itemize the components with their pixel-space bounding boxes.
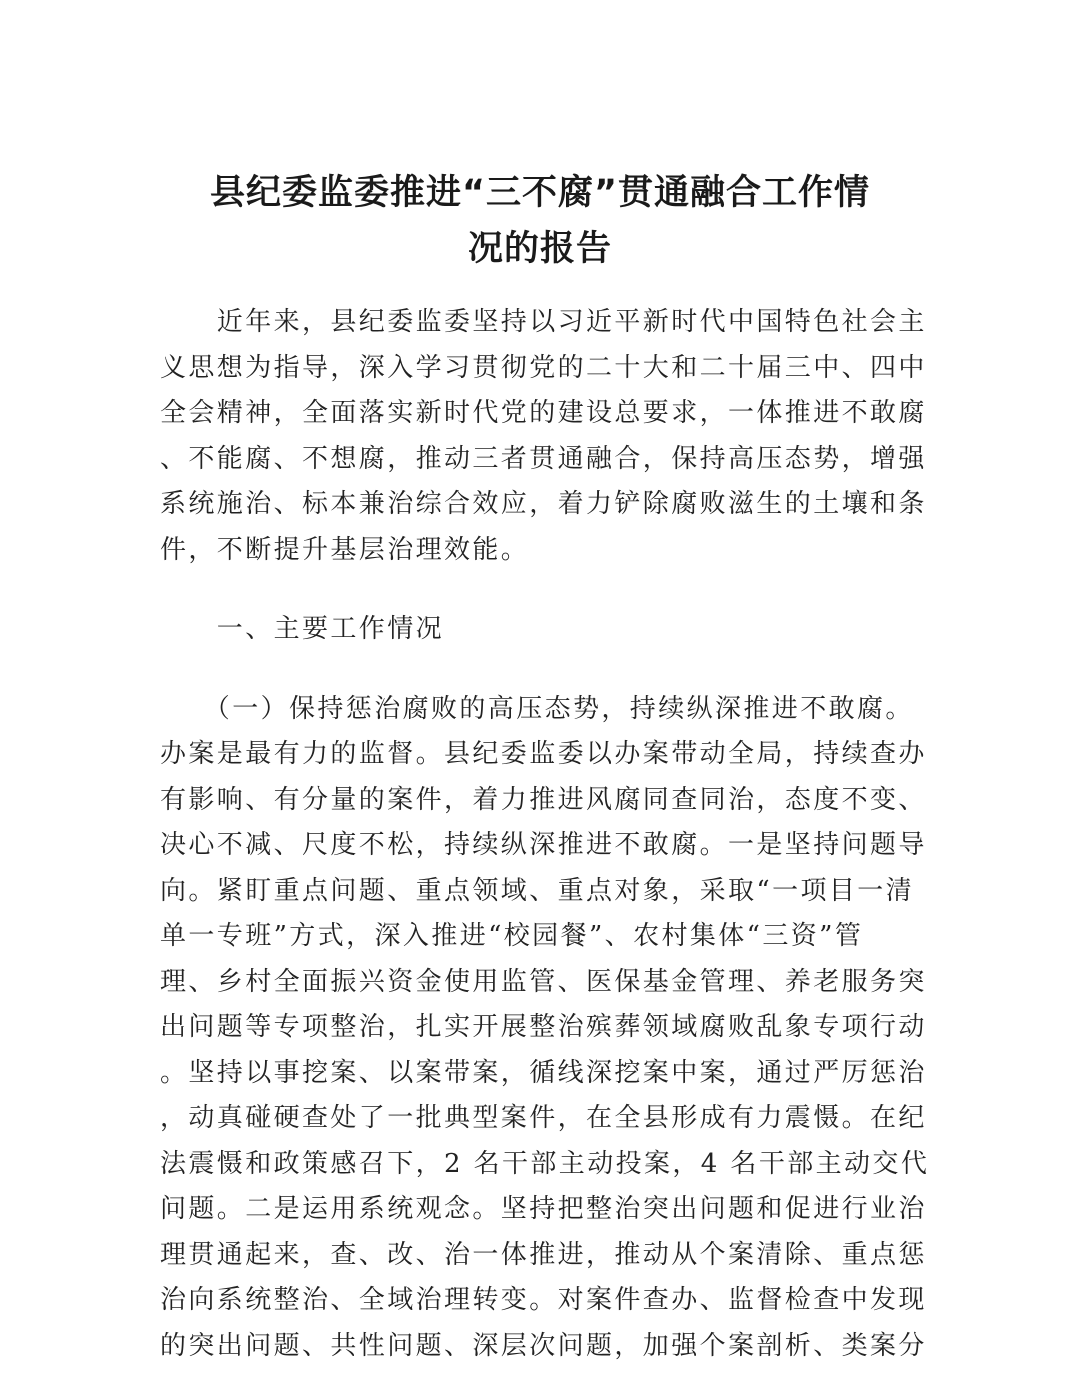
text-line: 的突出问题、共性问题、深层次问题，加强个案剖析、类案分 [160, 1330, 927, 1361]
text-line: 决心不减、尺度不松，持续纵深推进不敢腐。一是坚持问题导 [160, 830, 927, 860]
text-line: 全会精神，全面落实新时代党的建设总要求，一体推进不敢腐 [160, 398, 927, 428]
text-line: 向。紧盯重点问题、重点领域、重点对象，采取“一项目一清 [160, 875, 915, 906]
text-line: 办案是最有力的监督。县纪委监委以办案带动全局，持续查办 [160, 739, 927, 769]
text-line: 法震慑和政策感召下，2 名干部主动投案，4 名干部主动交代 [160, 1148, 930, 1179]
text-line: ，动真碰硬查处了一批典型案件，在全县形成有力震慑。在纪 [160, 1103, 927, 1133]
paragraph-gap [160, 653, 920, 687]
section-heading: 一、主要工作情况 [160, 614, 445, 644]
text-line: 单一专班”方式，深入推进“校园餐”、农村集体“三资”管 [160, 921, 864, 951]
text-line: 有影响、有分量的案件，着力推进风腐同查同治，态度不变、 [160, 784, 927, 815]
text-line: 问题。二是运用系统观念。坚持把整治突出问题和促进行业治 [160, 1194, 927, 1224]
text-line: 理、乡村全面振兴资金使用监管、医保基金管理、养老服务突 [160, 966, 927, 997]
document-body [160, 300, 930, 1369]
text-line: 、不能腐、不想腐，推动三者贯通融合，保持高压态势，增强 [160, 443, 927, 474]
text-line: 。坚持以事挖案、以案带案，循线深挖案中案，通过严厉惩治 [160, 1057, 927, 1088]
title-line: 况的报告 [467, 229, 612, 269]
section-paragraph [160, 687, 930, 1370]
text-line: 治向系统整治、全域治理转变。对案件查办、监督检查中发现 [160, 1285, 927, 1315]
title-line: 县纪委监委推进“三不腐”贯通融合工作情 [209, 173, 870, 213]
text-line: 件，不断提升基层治理效能。 [160, 534, 530, 565]
text-line: 理贯通起来，查、改、治一体推进，推动从个案清除、重点惩 [160, 1239, 927, 1270]
paragraph-gap [160, 573, 920, 607]
text-line: 出问题等专项整治，扎实开展整治殡葬领域腐败乱象专项行动 [160, 1012, 927, 1042]
text-line: （一）保持惩治腐败的高压态势，持续纵深推进不敢腐。 [160, 693, 914, 724]
text-line: 系统施治、标本兼治综合效应，着力铲除腐败滋生的土壤和条 [160, 489, 927, 519]
intro-paragraph [160, 300, 927, 573]
text-line: 义思想为指导，深入学习贯彻党的二十大和二十届三中、四中 [160, 352, 927, 383]
text-line: 近年来，县纪委监委坚持以习近平新时代中国特色社会主 [160, 307, 927, 337]
document-title [160, 165, 920, 277]
